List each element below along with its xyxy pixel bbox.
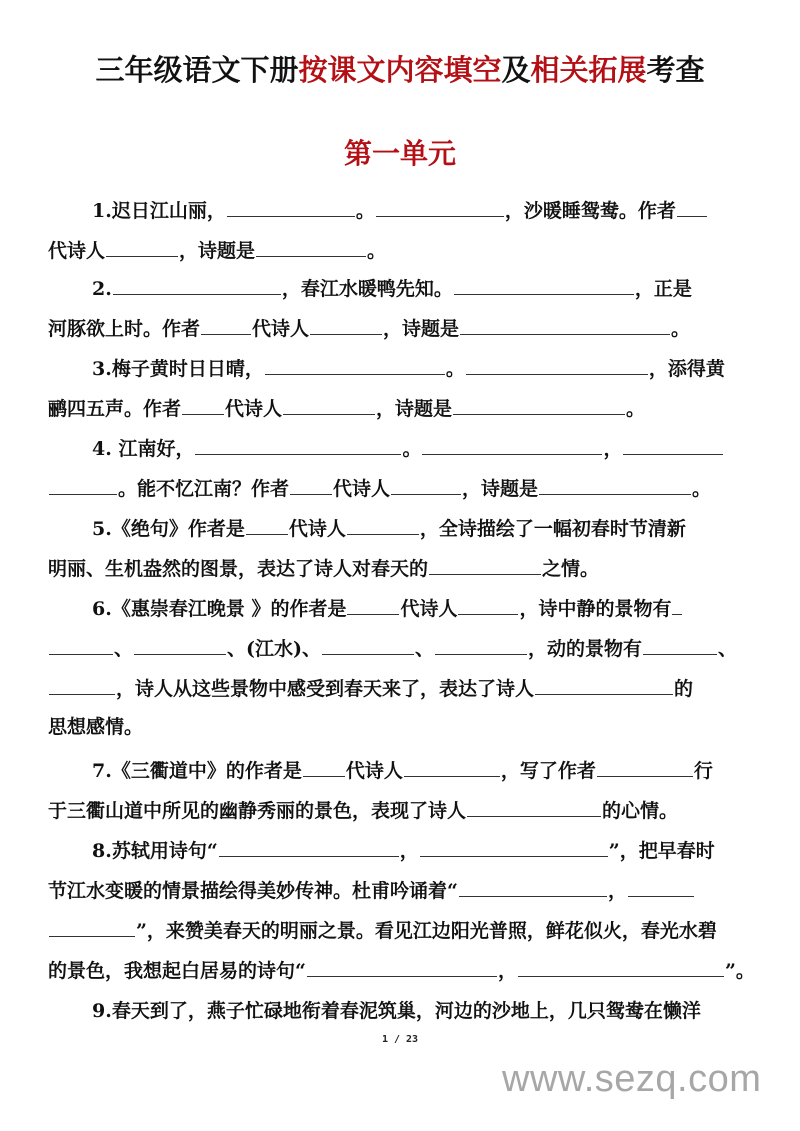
text: 于三衢山道中所见的幽静秀丽的景色，表现了诗人 (48, 800, 467, 822)
fill-blank[interactable] (134, 632, 226, 655)
fill-blank[interactable] (420, 834, 608, 857)
fill-blank[interactable] (307, 954, 497, 977)
question-5-line-1 (92, 512, 760, 542)
text: ，诗题是 (462, 478, 539, 500)
fill-blank[interactable] (283, 392, 375, 415)
fill-blank[interactable] (256, 234, 366, 257)
text: ， (607, 880, 627, 902)
text: 行 (693, 760, 713, 782)
question-1-line-1 (92, 194, 760, 224)
text: 的景色，我想起白居易的诗句“ (48, 960, 306, 982)
text: 3.梅子黄时日日晴， (92, 358, 264, 380)
question-3-line-2 (48, 392, 760, 422)
fill-blank[interactable] (429, 552, 541, 575)
text: 河豚欲上时。作者 (48, 318, 201, 340)
text: 。 (402, 438, 422, 460)
fill-blank[interactable] (227, 194, 355, 217)
text: ，沙暖睡鸳鸯。作者 (504, 200, 676, 222)
text: ，诗题是 (376, 398, 453, 420)
fill-blank[interactable] (310, 312, 382, 335)
question-2-line-2 (48, 312, 760, 342)
fill-blank[interactable] (677, 194, 707, 217)
fill-blank[interactable] (376, 194, 504, 217)
text: ，诗题是 (179, 240, 256, 262)
text: 的 (674, 678, 694, 700)
text: 。 (692, 478, 712, 500)
question-7-line-2 (48, 794, 760, 824)
fill-blank[interactable] (246, 512, 288, 535)
fill-blank[interactable] (672, 592, 682, 615)
question-6-line-3 (48, 672, 760, 702)
question-5-line-2 (48, 552, 760, 582)
text: 代诗人 (288, 518, 346, 540)
text: ，诗题是 (383, 318, 460, 340)
fill-blank[interactable] (347, 512, 419, 535)
fill-blank[interactable] (404, 754, 500, 777)
text: 代诗人 (333, 478, 391, 500)
fill-blank[interactable] (422, 432, 602, 455)
text: ，写了作者 (500, 760, 596, 782)
question-8-line-3 (48, 914, 760, 944)
question-8-line-2 (48, 874, 760, 904)
question-6-line-4 (48, 712, 760, 742)
fill-blank[interactable] (458, 592, 518, 615)
fill-blank[interactable] (195, 432, 401, 455)
text: 代诗人 (48, 240, 106, 262)
title-part-1: 三年级语文下册 (95, 53, 299, 87)
question-8-line-1 (92, 834, 760, 864)
text: 。 (367, 240, 387, 262)
text: 1.迟日江山丽， (92, 200, 226, 222)
question-4-line-1 (92, 432, 760, 462)
text: 代诗人 (225, 398, 283, 420)
title-part-3: 及 (501, 53, 531, 87)
text: ”，来赞美春天的明丽之景。看见江边阳光普照，鲜花似火，春光水碧 (136, 920, 717, 942)
text: 代诗人 (252, 318, 310, 340)
text: 代诗人 (345, 760, 403, 782)
fill-blank[interactable] (322, 632, 414, 655)
title-part-4: 相关拓展 (530, 53, 647, 87)
fill-blank[interactable] (303, 754, 345, 777)
text: 9.春天到了，燕子忙碌地衔着春泥筑巢，河边的沙地上，几只鸳鸯在懒洋 (92, 1000, 701, 1022)
text: ，正是 (634, 278, 692, 300)
text: 明丽、生机盎然的图景，表达了诗人对春天的 (48, 558, 429, 580)
fill-blank[interactable] (201, 312, 251, 335)
fill-blank[interactable] (539, 472, 691, 495)
fill-blank[interactable] (49, 632, 113, 655)
fill-blank[interactable] (460, 312, 670, 335)
fill-blank[interactable] (265, 352, 445, 375)
fill-blank[interactable] (182, 392, 224, 415)
fill-blank[interactable] (290, 472, 332, 495)
text: ，添得黄 (648, 358, 725, 380)
text: 4. 江南好， (92, 438, 195, 460)
text: 。 (626, 398, 646, 420)
text: 6.《惠崇春江晚景 》的作者是 (92, 598, 347, 620)
text: ，动的景物有 (528, 638, 643, 660)
text: 8.苏轼用诗句“ (92, 840, 218, 862)
text: ，诗中静的景物有 (519, 598, 672, 620)
fill-blank[interactable] (49, 472, 117, 495)
question-6-line-2 (48, 632, 760, 662)
text: 代诗人 (400, 598, 458, 620)
text: 的心情。 (602, 800, 679, 822)
fill-blank[interactable] (113, 272, 281, 295)
text: ”。 (724, 960, 755, 982)
text: 2. (92, 278, 112, 300)
fill-blank[interactable] (106, 234, 178, 257)
text: 7.《三衢道中》的作者是 (92, 760, 302, 782)
text: ， (603, 438, 623, 460)
document-title (0, 48, 800, 89)
text: 。能不忆江南？作者 (118, 478, 290, 500)
fill-blank[interactable] (219, 834, 399, 857)
fill-blank[interactable] (467, 794, 601, 817)
text: ， (497, 960, 517, 982)
fill-blank[interactable] (459, 874, 607, 897)
question-3-line-1 (92, 352, 760, 382)
fill-blank[interactable] (597, 754, 693, 777)
fill-blank[interactable] (391, 472, 461, 495)
fill-blank[interactable] (49, 672, 115, 695)
text: 思想感情。 (48, 716, 144, 738)
text: ，诗人从这些景物中感受到春天来了，表达了诗人 (116, 678, 535, 700)
text: ”，把早春时 (608, 840, 715, 862)
watermark: www.sezq.com (502, 1058, 762, 1100)
text: 、 (114, 638, 134, 660)
text: 。 (355, 200, 375, 222)
fill-blank[interactable] (347, 592, 399, 615)
fill-blank[interactable] (466, 352, 648, 375)
text: 节江水变暖的情景描绘得美妙传神。杜甫吟诵着“ (48, 880, 458, 902)
title-part-5: 考查 (646, 53, 705, 87)
text: 、(江水)、 (227, 638, 321, 660)
text: 。 (445, 358, 465, 380)
fill-blank[interactable] (623, 432, 723, 455)
text: ， (399, 840, 419, 862)
title-part-2: 按课文内容填空 (298, 53, 502, 87)
fill-blank[interactable] (453, 392, 625, 415)
question-7-line-1 (92, 754, 760, 784)
fill-blank[interactable] (454, 272, 634, 295)
fill-blank[interactable] (49, 914, 135, 937)
text: 、 (718, 638, 738, 660)
text: ，春江水暖鸭先知。 (281, 278, 453, 300)
text: 、 (415, 638, 435, 660)
question-6-line-1 (92, 592, 760, 622)
fill-blank[interactable] (643, 632, 717, 655)
fill-blank[interactable] (518, 954, 724, 977)
text: 5.《绝句》作者是 (92, 518, 245, 540)
page-number: 1 / 23 (381, 1034, 419, 1045)
fill-blank[interactable] (535, 672, 673, 695)
unit-heading: 第一单元 (343, 137, 456, 170)
fill-blank[interactable] (435, 632, 527, 655)
text: 之情。 (542, 558, 600, 580)
text: 。 (671, 318, 691, 340)
fill-blank[interactable] (628, 874, 694, 897)
text: ，全诗描绘了一幅初春时节清新 (419, 518, 686, 540)
question-8-line-4 (48, 954, 760, 984)
question-4-line-2 (48, 472, 760, 502)
text: 鹂四五声。作者 (48, 398, 182, 420)
question-2-line-1 (92, 272, 760, 302)
question-1-line-2 (48, 234, 760, 264)
question-9-line-1 (92, 996, 760, 1026)
